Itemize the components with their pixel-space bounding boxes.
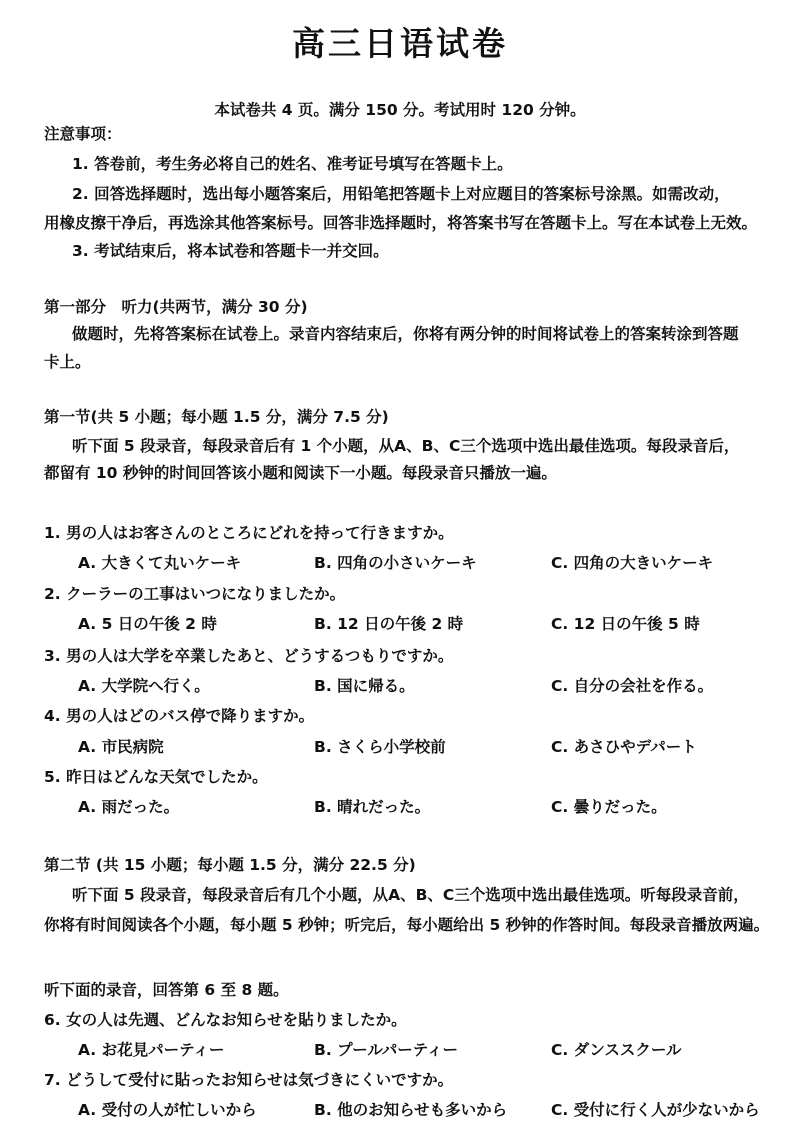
option-5c: C. 曇りだった。 [551,798,667,816]
option-4a: A. 市民病院 [78,738,164,756]
option-2b: B. 12 日の午後 2 時 [314,615,464,633]
option-4b: B. さくら小学校前 [314,738,446,756]
option-3c: C. 自分の会社を作る。 [551,677,714,695]
option-6c: C. ダンススクール [551,1041,682,1059]
question-7: 7. どうして受付に貼ったお知らせは気づきにくいですか。 [44,1071,454,1089]
option-3b: B. 国に帰る。 [314,677,415,695]
option-5a: A. 雨だった。 [78,798,180,816]
section1-heading: 第一节(共 5 小题；每小题 1.5 分，满分 7.5 分) [44,408,389,426]
section1-desc-cont: 都留有 10 秒钟的时间回答该小题和阅读下一小题。每段录音只播放一遍。 [44,464,557,482]
option-5b: B. 晴れだった。 [314,798,431,816]
option-6b: B. プールパーティー [314,1041,458,1059]
option-3a: A. 大学院へ行く。 [78,677,210,695]
notice-heading: 注意事项： [44,125,122,143]
option-1c: C. 四角の大きいケーキ [551,554,714,572]
page-title: 高三日语试卷 [292,24,508,63]
option-1a: A. 大きくて丸いケーキ [78,554,242,572]
question-4: 4. 男の人はどのバス停で降りますか。 [44,707,315,725]
option-4c: C. あさひやデパート [551,738,697,756]
exam-summary: 本试卷共 4 页。满分 150 分。考试用时 120 分钟。 [214,101,586,119]
question-6: 6. 女の人は先週、どんなお知らせを貼りましたか。 [44,1011,407,1029]
notice-item-1: 1. 答卷前，考生务必将自己的姓名、准考证号填写在答题卡上。 [72,155,513,173]
part1-desc: 做题时，先将答案标在试卷上。录音内容结束后，你将有两分钟的时间将试卷上的答案转涂到答题 [72,325,739,343]
notice-item-2-cont: 用橡皮擦干净后，再选涂其他答案标号。回答非选择题时，将答案书写在答题卡上。写在本试卷上无效。 [44,214,758,232]
section2-desc: 听下面 5 段录音，每段录音后有几个小题，从A、B、C三个选项中选出最佳选项。听每段录音前， [72,886,749,904]
option-7a: A. 受付の人が忙しいから [78,1101,257,1119]
option-2c: C. 12 日の午後 5 時 [551,615,700,633]
question-1: 1. 男の人はお客さんのところにどれを持って行きますか。 [44,524,454,542]
group-intro: 听下面的录音，回答第 6 至 8 题。 [44,981,289,999]
section2-heading: 第二节 (共 15 小题；每小题 1.5 分，满分 22.5 分) [44,856,416,874]
part1-heading: 第一部分 听力(共两节，满分 30 分) [44,298,308,316]
question-2: 2. クーラーの工事はいつになりましたか。 [44,585,346,603]
option-2a: A. 5 日の午後 2 時 [78,615,217,633]
option-7c: C. 受付に行く人が少ないから [551,1101,760,1119]
question-5: 5. 昨日はどんな天気でしたか。 [44,768,268,786]
notice-item-3: 3. 考试结束后，将本试卷和答题卡一并交回。 [72,242,389,260]
section1-desc: 听下面 5 段录音，每段录音后有 1 个小题，从A、B、C三个选项中选出最佳选项。每段录音后， [72,437,740,455]
question-3: 3. 男の人は大学を卒業したあと、どうするつもりですか。 [44,647,454,665]
option-7b: B. 他のお知らせも多いから [314,1101,508,1119]
option-1b: B. 四角の小さいケーキ [314,554,477,572]
section2-desc-cont: 你将有时间阅读各个小题，每小题 5 秒钟；听完后，每小题给出 5 秒钟的作答时间。每段录音播放两遍。 [44,916,770,934]
part1-desc-cont: 卡上。 [44,353,91,371]
notice-item-2: 2. 回答选择题时，选出每小题答案后，用铅笔把答题卡上对应题目的答案标号涂黑。如需改动， [72,185,730,203]
option-6a: A. お花見パーティー [78,1041,225,1059]
